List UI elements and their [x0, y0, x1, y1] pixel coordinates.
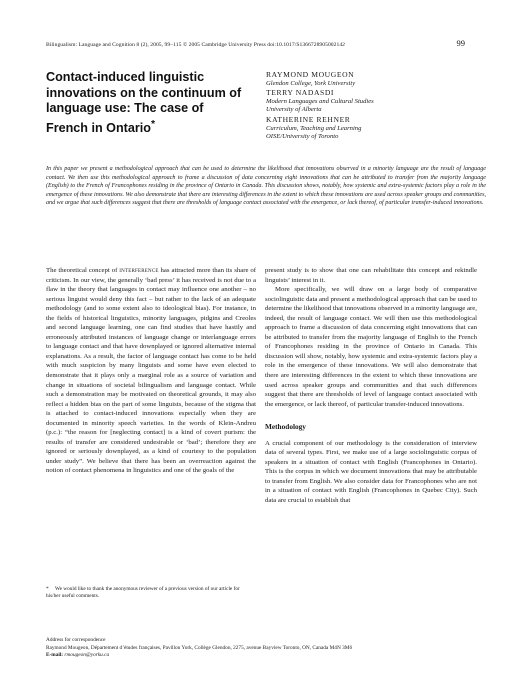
abstract: In this paper we present a methodological approach that can be used to determine the likelihood that innovations observed in a minority language are the result of language contact. We then use this methodological approach to frame a discussion of data concerning eight innovations that can be attributed to transfer from the majority language (English) to the French of Francophones residing in the province of Ontario in Canada. This discussion shows, notably, how systemic and extra-systemic factors play a role in the emergence of these innovations. We also demonstrate that there are interesting differences in the extent to which these innovations are used across speaker groups and communities, and we argue that such differences suggest that there are thresholds of language contact associated with the emergence, or lack thereof, of particular transfer-induced innovations.	[46, 166, 486, 206]
author-name: KATHERINE REHNER	[266, 114, 351, 124]
email-label: E-mail:	[46, 652, 64, 659]
body-column-left	[46, 266, 256, 582]
term-interference: interference	[119, 267, 159, 274]
author-affiliation: Glendon College, York University	[266, 79, 356, 87]
page-number: 99	[456, 38, 465, 48]
author-name: RAYMOND MOUGEON	[266, 70, 355, 79]
correspondence-block	[46, 637, 496, 660]
correspondence-address: Raymond Mougeon, Département d’études françaises, Pavillon York, Collège Glendon, 2275, avenue Bayview Toronto, ON, Canada M4N 3M6	[46, 644, 353, 651]
correspondence-email-line	[46, 652, 496, 660]
author-affiliation: Curriculum, Teaching and Learning	[266, 124, 362, 132]
section-heading-methodology: Methodology	[265, 422, 306, 432]
article-title-text: Contact-induced linguistic innovations on the continuum of language use: The case of French in Ontario	[46, 70, 242, 135]
article-title	[46, 70, 246, 136]
journal-citation: Bilingualism: Language and Cognition 8 (2), 2005, 99–115 © 2005 Cambridge University Press doi:10.1017/S1366728905002142	[46, 42, 346, 48]
title-footnote-marker: *	[150, 117, 156, 130]
body-paragraph: A crucial component of our methodology is the consideration of interview data of several types. First, we make use of a large sociolinguistic corpus of speakers in a situation of contact with English (Francophones in Ontario). This is the corpus in which we document innovations that may be attributable to transfer from English. We also consider data for Francophones who are not in a situation of contact with English (Francophones in Quebec City). Such data are crucial to establish that	[265, 439, 477, 505]
body-column-right	[265, 266, 477, 576]
author-affiliation: University of Alberta	[266, 106, 322, 114]
correspondence-label: Address for correspondence	[46, 637, 106, 643]
body-paragraph: present study is to show that one can rehabilitate this concept and rekindle linguists’ interest in it.	[265, 267, 477, 284]
author-block	[266, 70, 486, 142]
footnote-marker: *	[46, 586, 49, 592]
body-text: has attracted more than its share of criticism. In our view, the generally ‘bad press’ it has received is not due to a flaw in the theory that languages in contact may influence one another – no serious linguist would deny this fact – but rather to the lack of an adequate methodology (and to some extent also to ideological bias). For instance, in the fields of historical linguistics, minority languages, pidgins and Creoles and second language learning, one can find studies that have hastily and erroneously attributed instances of language change or interlanguage errors to language contact and that have downplayed or ignored alternative internal explanations. As a result, the factor of language contact has come to be held with much suspicion by many linguists and some have even elected to demonstrate that it plays only a marginal role as a source of variation and change in situations of societal bilingualism and language contact. While such a demonstration may be motivated on theoretical grounds, it may also reflect a hidden bias on the part of some linguists, because of the stigma that is attached to contact-induced innovations especially when they are documented in minority speech varieties. In the words of Klein-Andreu (p.c.): “the reason for [neglecting contact] is a kind of covert purism: the results of transfer are considered undesirable or ‘bad’; therefore they are ignored or seriously downplayed, as a kind of courtesy to the population under study”. We believe that there has been an overreaction against the notion of contact phenomena in linguistics and one of the goals of the	[46, 267, 256, 475]
footnote-text: We would like to thank the anonymous reviewer of a previous version of our article for his/her useful comments.	[46, 586, 240, 600]
email-address[interactable]: rmougeon@yorku.ca	[64, 652, 110, 659]
body-paragraph: More specifically, we will draw on a large body of comparative sociolinguistic data and present a methodological approach that can be used to determine the likelihood that innovations observed in a minority language are, indeed, the result of language contact. We will then use this methodological approach to frame a discussion of data concerning eight innovations that can be attributed to transfer from the majority language of English to the French of Francophones residing in the province of Ontario in Canada. This discussion will show, notably, how systemic and extra-systemic factors play a role in the emergence of these innovations. We will also demonstrate that there are interesting differences in the extent to which these innovations are used across speaker groups and communities and that such differences suggest that there are thresholds of level of language contact associated with the emergence, or lack thereof, of particular transfer-induced innovations.	[265, 286, 477, 408]
running-header	[46, 38, 465, 48]
body-text: The theoretical concept of	[46, 267, 120, 274]
author-name: TERRY NADASDI	[266, 88, 335, 98]
author-affiliation: Modern Languages and Cultural Studies	[266, 97, 374, 105]
body-paragraph	[46, 266, 256, 476]
author-affiliation: OISE/University of Toronto	[266, 133, 339, 141]
footnote	[46, 586, 251, 601]
